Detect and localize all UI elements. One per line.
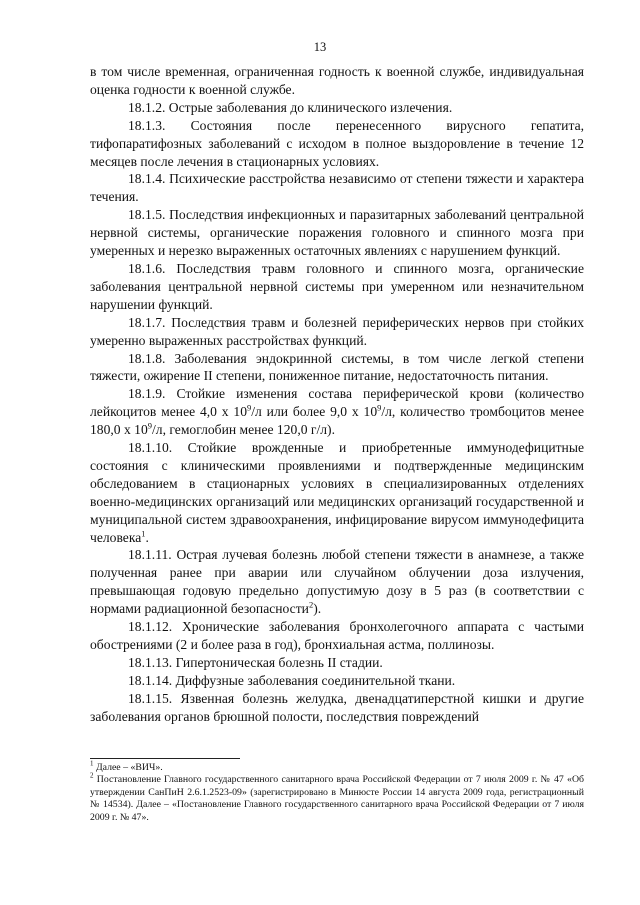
paragraph-text: /л, количество тромбоцитов менее 180,0 x 10 xyxy=(90,404,584,438)
footnote-text: Постановление Главного государственного санитарного врача Российской Федерации от 7 июля 2009 г. № 47 «Об утверждении СанПиН 2.6.1.2523-09» (зарегистрировано в Минюсте России 14 августа 2009 года, регистрационный № 14534). Далее – «Постановление Главного государственного санитарного врача Российской Федерации от 7 июля 2009 г. № 47». xyxy=(90,774,584,823)
paragraph-18-1-7: 18.1.7. Последствия травм и болезней периферических нервов при стойких умеренно выраженных расстройствах функций. xyxy=(90,314,584,348)
exponent: 9 xyxy=(147,420,153,431)
exponent: 9 xyxy=(247,402,252,413)
paragraph-text: /л, гемоглобин менее 120,0 г/л). xyxy=(152,422,335,438)
footnote-1 xyxy=(90,759,584,774)
paragraph-18-1-13: 18.1.13. Гипертоническая болезнь II стадии. xyxy=(128,654,383,670)
paragraph-18-1-14: 18.1.14. Диффузные заболевания соединительной ткани. xyxy=(128,672,456,688)
paragraph-18-1-6: 18.1.6. Последствия травм головного и спинного мозга, органические заболевания центральной нервной системы при умеренном или незначительном нарушении функций. xyxy=(90,260,584,312)
paragraph-18-1-8: 18.1.8. Заболевания эндокринной системы, в том числе легкой степени тяжести, ожирение II степени, пониженное питание, недостаточность питания. xyxy=(90,350,584,384)
paragraph-text: 18.1.11. Острая лучевая болезнь любой степени тяжести в анамнезе, а также полученная ранее при аварии или случайном облучении доза излучения, превышающая годовую предельно допустимую дозу в 5 раз (в соответствии с нормами радиационной безопасности xyxy=(90,547,584,617)
footnote-2 xyxy=(90,774,584,824)
page-number: 13 xyxy=(313,40,327,54)
paragraph-text: 18.1.9. Стойкие изменения состава периферической крови (количество лейкоцитов менее 4,0 x 10 xyxy=(90,386,584,420)
paragraph-18-1-15: 18.1.15. Язвенная болезнь желудка, двенадцатиперстной кишки и другие заболевания органов брюшной полости, последствия повреждений xyxy=(90,690,584,724)
paragraph-continuation: в том числе временная, ограниченная годность к военной службе, индивидуальная оценка годности к военной службе. xyxy=(90,64,584,97)
exponent: 9 xyxy=(377,402,382,413)
paragraph-18-1-4: 18.1.4. Психические расстройства независимо от степени тяжести и характера течения. xyxy=(90,171,584,205)
paragraph-18-1-11 xyxy=(90,546,584,618)
footnotes xyxy=(90,759,584,824)
document-body xyxy=(90,63,584,726)
footnote-number: 1 xyxy=(90,759,94,768)
paragraph-18-1-12: 18.1.12. Хронические заболевания бронхолегочного аппарата с частыми обострениями (2 и более раза в год), бронхиальная астма, поллинозы. xyxy=(90,619,584,652)
paragraph-18-1-3: 18.1.3. Состояния после перенесенного вирусного гепатита, тифопаратифозных заболеваний с исходом в полное выздоровление в течение 12 месяцев после лечения в стационарных условиях. xyxy=(90,117,584,169)
paragraph-18-1-2: 18.1.2. Острые заболевания до клинического излечения. xyxy=(128,99,453,115)
paragraph-text: . xyxy=(145,529,149,545)
paragraph-text: ). xyxy=(313,601,322,617)
paragraph-text: /л или более 9,0 x 10 xyxy=(251,404,378,420)
footnote-number: 2 xyxy=(90,772,94,781)
footnote-text: Далее – «ВИЧ». xyxy=(93,762,163,773)
paragraph-18-1-9 xyxy=(90,385,584,439)
footnote-ref: 2 xyxy=(308,599,314,610)
paragraph-text: 18.1.10. Стойкие врожденные и приобретенные иммунодефицитные состояния с клиническими проявлениями и подтвержденные медицинским обследованием в стационарных условиях в специализированных отделениях военно-медицинских организаций или медицинских организаций государственной и муниципальной систем здравоохранения, инфицирование вирусом иммунодефицита человека xyxy=(90,440,584,545)
footnote-ref: 1 xyxy=(141,528,146,539)
footnote-separator xyxy=(90,758,240,759)
paragraph-18-1-5: 18.1.5. Последствия инфекционных и паразитарных заболеваний центральной нервной системы, органические поражения головного и спинного мозга при умеренных и нерезко выраженных остаточных явлениях с нарушением функций. xyxy=(90,207,584,259)
paragraph-18-1-10 xyxy=(90,439,584,546)
